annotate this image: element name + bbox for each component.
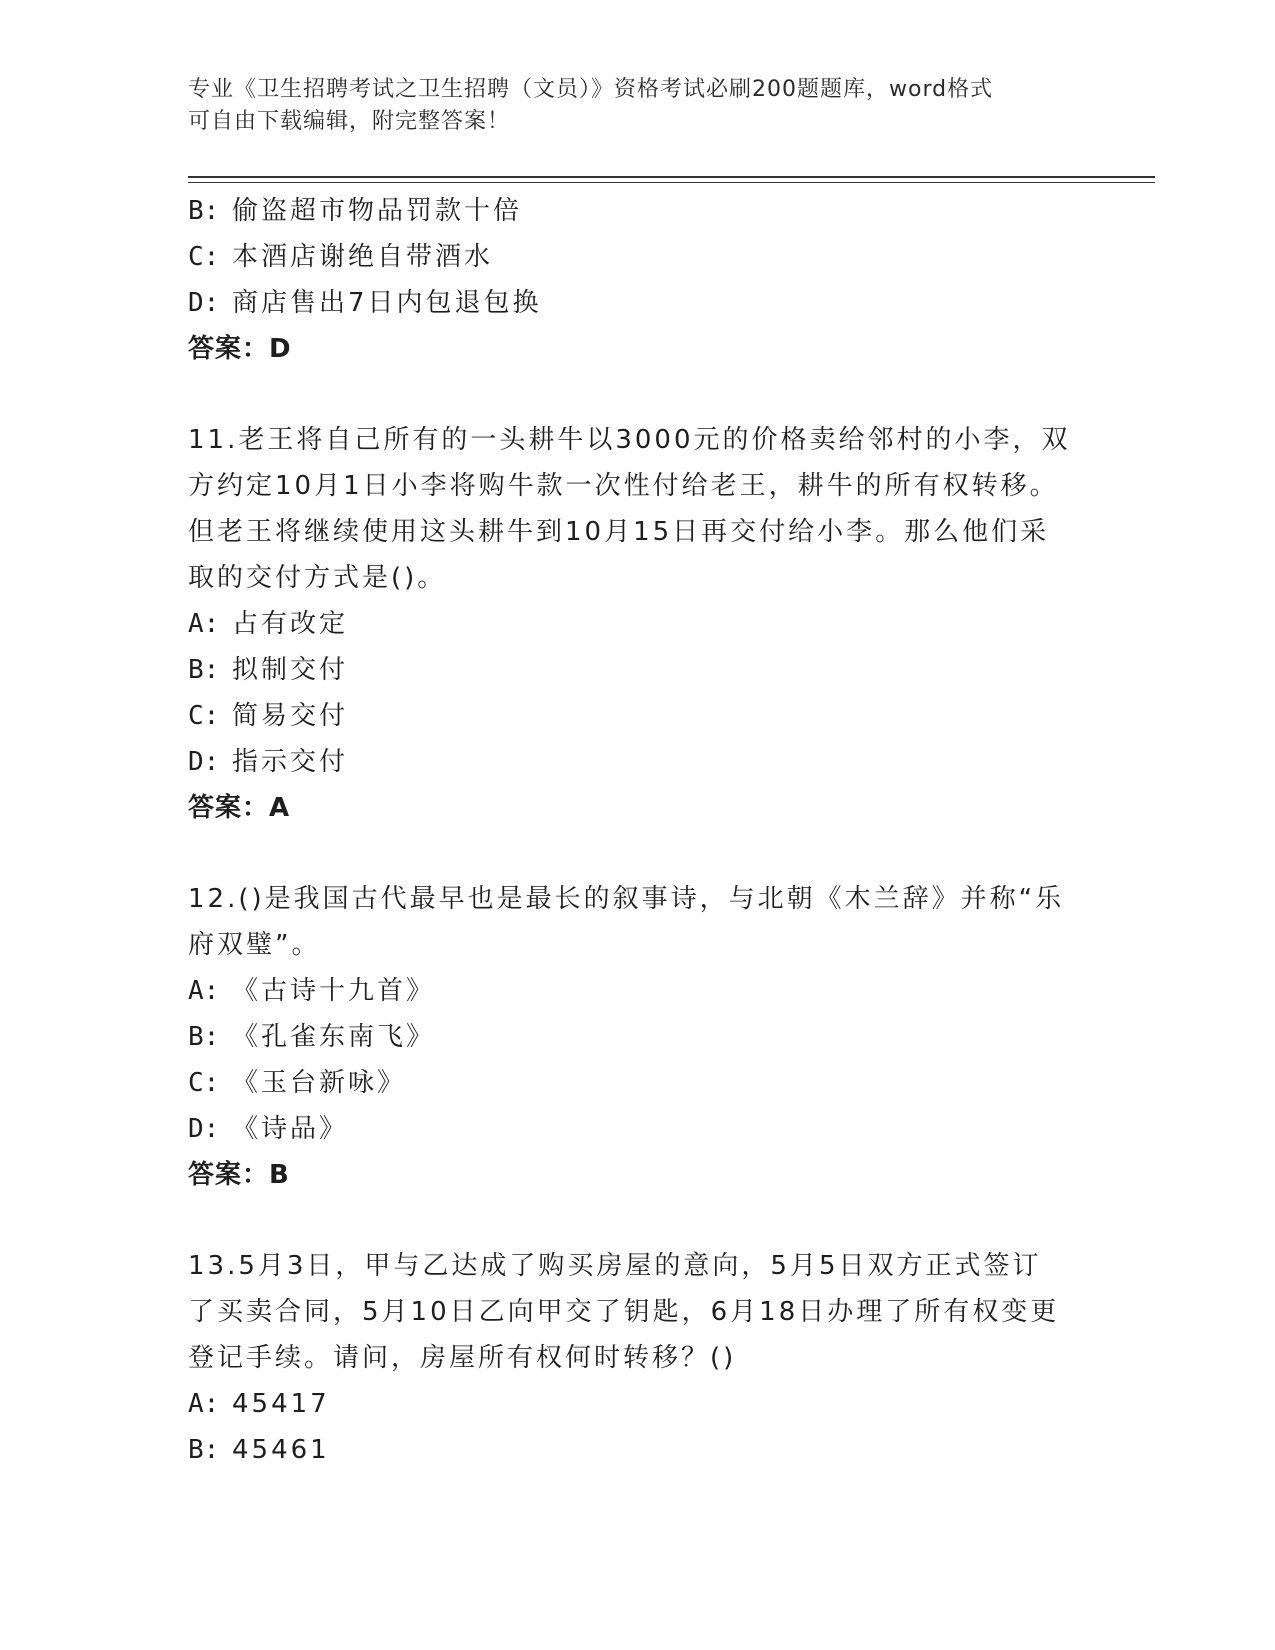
question-content [188,188,1088,1473]
document-header [188,74,1068,138]
option-d [188,1106,1088,1152]
header-divider-thick [188,176,1155,178]
option-c [188,693,1088,739]
question-12-answer: 答案：B [188,1160,290,1190]
header-divider-thin [188,182,1155,183]
option-text: 拟制交付 [232,655,349,685]
question-13-options [188,1381,1088,1473]
stem-line: 了买卖合同，5月10日乙向甲交了钥匙，6月18日办理了所有权变更 [188,1297,1060,1327]
option-a [188,968,1088,1014]
spacer [188,1198,1088,1243]
option-label: A: [188,609,220,639]
option-c [188,1060,1088,1106]
option-text: 商店售出7日内包退包换 [232,288,542,318]
option-label: C: [188,242,220,272]
option-label: B: [188,196,220,226]
stem-line: 但老王将继续使用这头耕牛到10月15日再交付给小李。那么他们采 [188,517,1050,547]
option-b [188,1427,1088,1473]
option-label: A: [188,976,220,1006]
option-b [188,1014,1088,1060]
question-12-stem [188,876,1088,968]
option-b [188,188,1088,234]
option-label: B: [188,655,220,685]
option-label: C: [188,1068,220,1098]
question-11-answer: 答案：A [188,793,291,823]
option-text: 45417 [232,1389,330,1419]
stem-line: 12.()是我国古代最早也是最长的叙事诗，与北朝《木兰辞》并称“乐 [188,884,1065,914]
option-text: 《诗品》 [232,1114,349,1144]
option-text: 《玉台新咏》 [232,1068,407,1098]
question-11-options [188,601,1088,785]
option-d [188,739,1088,785]
option-d [188,280,1088,326]
prev-question-answer: 答案：D [188,334,292,364]
option-text: 本酒店谢绝自带酒水 [232,242,494,272]
stem-line: 府双璧”。 [188,930,321,960]
option-text: 偷盗超市物品罚款十倍 [232,196,523,226]
option-text: 45461 [232,1435,330,1465]
option-text: 《孔雀东南飞》 [232,1022,436,1052]
question-12-options [188,968,1088,1152]
option-label: A: [188,1389,220,1419]
option-text: 简易交付 [232,701,349,731]
spacer [188,372,1088,417]
stem-line: 取的交付方式是()。 [188,563,447,593]
spacer [188,831,1088,876]
stem-line: 登记手续。请问，房屋所有权何时转移？() [188,1343,737,1373]
option-label: D: [188,288,220,318]
option-a [188,601,1088,647]
question-11-stem [188,417,1088,601]
option-text: 占有改定 [232,609,349,639]
option-b [188,647,1088,693]
option-a [188,1381,1088,1427]
option-label: D: [188,747,220,777]
header-line-2: 可自由下载编辑，附完整答案！ [188,109,511,134]
option-label: B: [188,1022,220,1052]
option-text: 《古诗十九首》 [232,976,436,1006]
question-13-stem [188,1243,1088,1381]
header-line-1: 专业《卫生招聘考试之卫生招聘（文员）》资格考试必刷200题题库，word格式 [188,77,994,102]
stem-line: 11.老王将自己所有的一头耕牛以3000元的价格卖给邻村的小李，双 [188,425,1071,455]
option-c [188,234,1088,280]
stem-line: 方约定10月1日小李将购牛款一次性付给老王，耕牛的所有权转移。 [188,471,1059,501]
option-label: B: [188,1435,220,1465]
option-label: D: [188,1114,220,1144]
option-label: C: [188,701,220,731]
stem-line: 13.5月3日，甲与乙达成了购买房屋的意向，5月5日双方正式签订 [188,1251,1042,1281]
option-text: 指示交付 [232,747,349,777]
prev-question-options [188,188,1088,326]
